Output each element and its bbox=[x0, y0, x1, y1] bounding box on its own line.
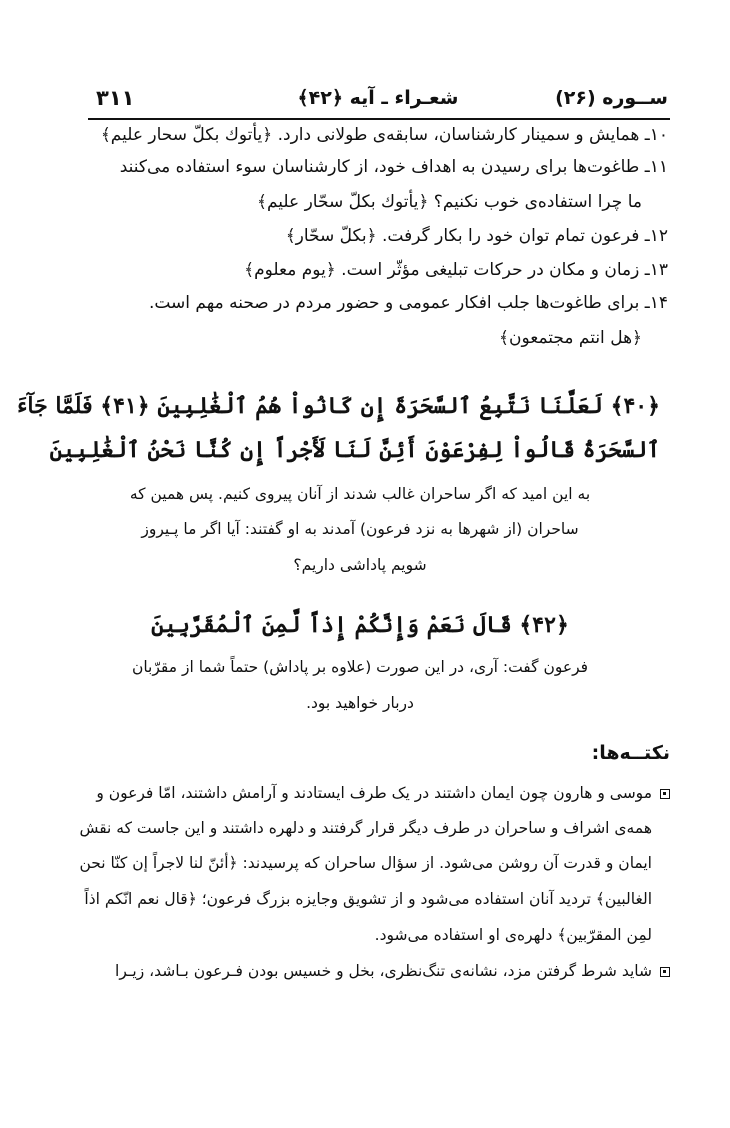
point-line: ﴿هل انتم مجتمعون﴾ bbox=[499, 328, 642, 348]
note-bullet-icon bbox=[660, 962, 690, 982]
note-line: موسی و هارون چون ایمان داشتند در یک طرف ایستادند و آرامش داشتند، امّا فرعون و bbox=[96, 784, 652, 802]
point-line: ۱۲ـ فرعون تمام توان خود را بکار گرفت. ﴿بکلّ سحّار﴾ bbox=[285, 226, 668, 246]
note-line: شاید شرط گرفتن مزد، نشانه‌ی تنگ‌نظری، بخل و خسیس بودن فـرعون بـاشد، زیـرا bbox=[115, 962, 652, 980]
translation-line: به این امید که اگر ساحران غالب شدند از آنان پیروی کنیم. پس همین که bbox=[129, 485, 591, 503]
translation-line: دربار خواهید بود. bbox=[306, 694, 414, 712]
note-line: لمِن المقرّبین﴾ دلهره‌ی او استفاده می‌شود. bbox=[374, 926, 652, 944]
notes-heading: نکتــه‌ها: bbox=[591, 742, 670, 764]
point-line: ما چرا استفاده‌ی خوب نکنیم؟ ﴿یأتوك بکلّ سحّار علیم﴾ bbox=[257, 192, 642, 212]
note-bullet-icon bbox=[660, 784, 690, 804]
page-number: ۳۱۱ bbox=[96, 86, 135, 110]
verse-line: ﴿۴۲﴾ قَالَ نَعَمْ وَإِنَّكُمْ إِذاً لَّمِنَ ٱلْمُقَرَّبِينَ bbox=[151, 612, 569, 638]
translation-line: شویم پاداشی داریم؟ bbox=[293, 556, 427, 574]
verse-line: ٱلسَّحَرَةُ قَالُواْ لِفِرْعَوْنَ أَئِنَّ لَنَا لَأَجْراً إِن كُنَّا نَحْنُ ٱلْغَٰلِبِينَ bbox=[49, 437, 660, 463]
point-line: ۱۰ـ همایش و سمینار کارشناسان، سابقه‌ی طولانی دارد. ﴿یأتوك بکلّ سحار علیم﴾ bbox=[100, 125, 668, 145]
running-header bbox=[88, 80, 668, 120]
translation-line: فرعون گفت: آری، در این صورت (علاوه بر پاداش) حتماً شما از مقرّبان bbox=[131, 658, 589, 676]
note-line: الغالبین﴾ تردید آنان استفاده می‌شود و از تشویق وجایزه بزرگ فرعون؛ ﴿قال نعم انّکم اذاً bbox=[84, 890, 652, 908]
note-line: ایمان و قدرت آن روشن می‌شود. از سؤال ساحران که پرسیدند: ﴿أئنّ لنا لاجراً إن کنّا نحن bbox=[79, 854, 652, 872]
point-line: ۱۴ـ برای طاغوت‌ها جلب افکار عمومی و حضور مردم در صحنه مهم است. bbox=[148, 293, 668, 313]
chapter-reference: شعـراء ـ آیه ﴿۴۲﴾ bbox=[297, 87, 459, 109]
point-line: ۱۱ـ طاغوت‌ها برای رسیدن به اهداف خود، از کارشناسان سوء استفاده می‌کنند bbox=[119, 157, 668, 177]
verse-line: ﴿۴۰﴾ لَعَلَّنَا نَتَّبِعُ ٱلسَّحَرَةَ إِن كَانُواْ هُمُ ٱلْغَٰلِبِينَ ﴿۴۱﴾ فَلَمَّا جَآءَ bbox=[17, 393, 660, 419]
translation-line: ساحران (از شهرها به نزد فرعون) آمدند به او گفتند: آیا اگر ما پـیروز bbox=[141, 520, 579, 538]
note-line: همه‌ی اشراف و ساحران در طرف دیگر قرار گرفتند و دلهره داشتند و این جاست که نقش bbox=[79, 819, 652, 837]
surah-label: ســوره (۲۶) bbox=[555, 87, 668, 109]
point-line: ۱۳ـ زمان و مکان در حرکات تبلیغی مؤثّر است. ﴿یوم معلوم﴾ bbox=[244, 260, 668, 280]
header-divider bbox=[88, 118, 670, 120]
